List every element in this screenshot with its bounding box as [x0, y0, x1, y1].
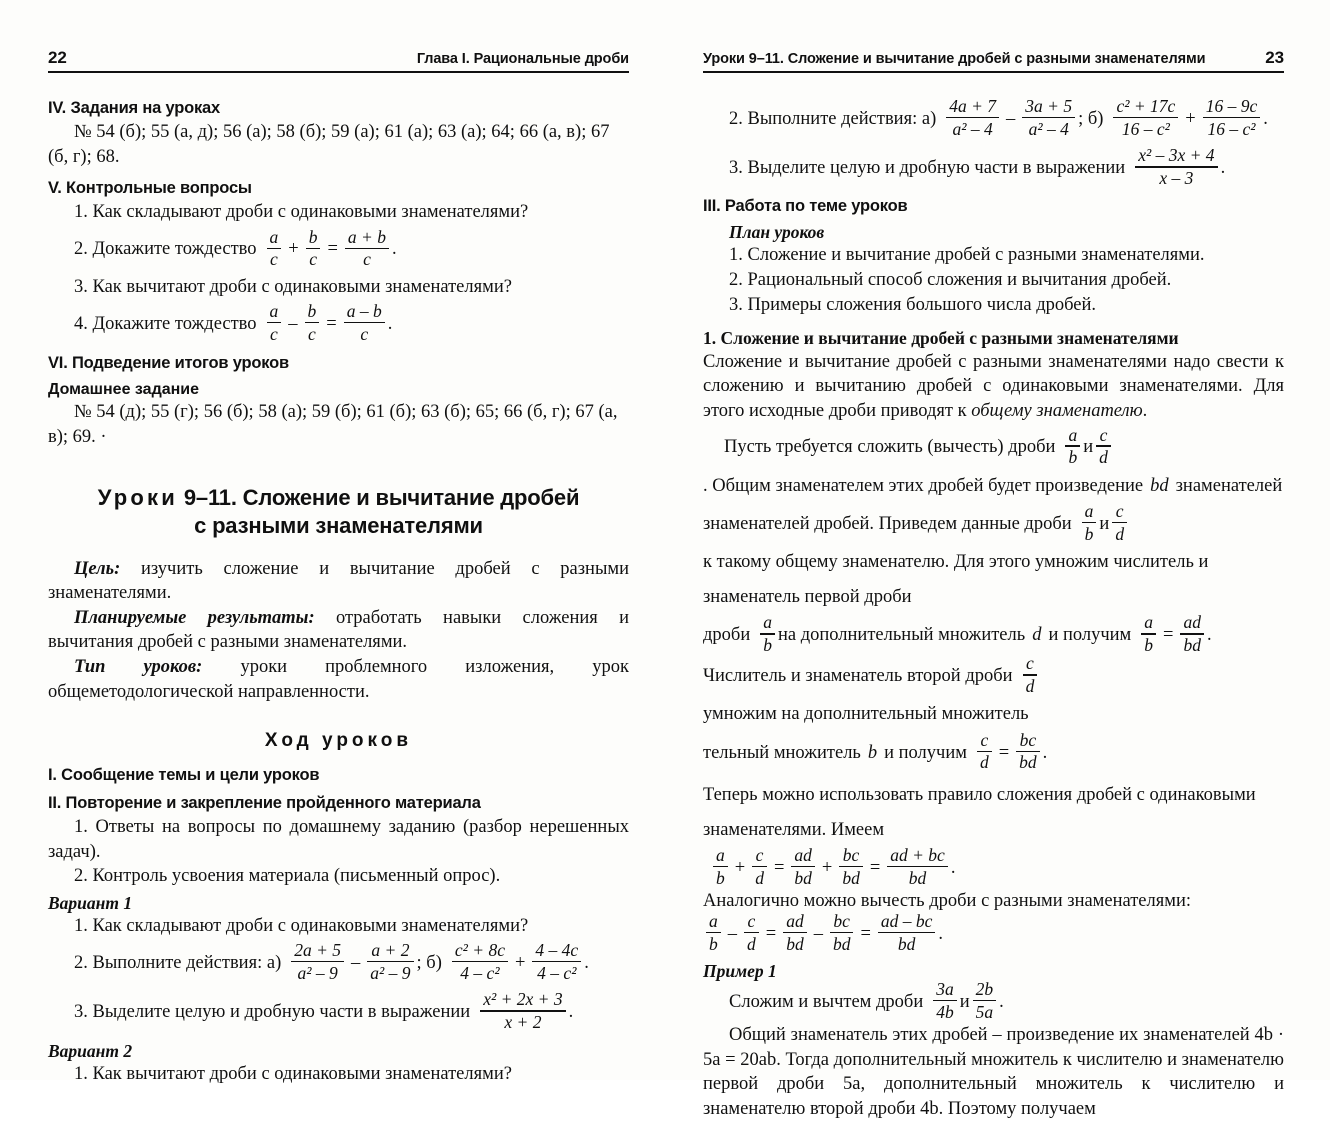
page-right [665, 0, 1330, 1119]
fraction-a-over-b: $\frac{a}{b}$ [1082, 502, 1097, 543]
common-denominator-text: . Общим знаменателем этих дробей будет произведение [703, 475, 1144, 496]
equals-operator: = [326, 313, 337, 334]
paragraph-lesson-type [48, 655, 629, 704]
second-fraction-text: Числитель и знаменатель второй дроби [703, 666, 1013, 687]
page-left [0, 0, 665, 1085]
control-question-3: 3. Как вычитают дроби с одинаковыми знаменателями? [74, 276, 512, 297]
paragraph-addition-rule [703, 778, 1284, 889]
running-title-left: Глава I. Рациональные дроби [416, 51, 629, 67]
fraction-bar [744, 932, 759, 933]
fraction-b-over-c: $\frac{b}{c}$ [306, 228, 321, 269]
multiplier-b-text: тельный множитель [703, 742, 861, 763]
fraction-a-over-b: $\frac{a}{b}$ [1065, 426, 1080, 467]
obtain-text: и получим [884, 742, 967, 763]
denominators-word: знаменателей [1175, 475, 1283, 496]
variant2-question-3 [703, 145, 1284, 189]
fraction-bar [706, 932, 721, 933]
page-number-left: 22 [48, 48, 67, 67]
control-question-4 [48, 300, 629, 345]
type-text: уроки проблемного изложения, урок общеметодологической направленности. [48, 656, 630, 702]
equals-operator: = [869, 857, 881, 878]
equation-c-over-d-equals-bc-over-bd [974, 729, 1048, 774]
equation-subtraction-different-denominators [703, 910, 1284, 955]
identity-addition-formula [264, 226, 397, 270]
fraction-a-over-c: $\frac{a}{c}$ [267, 228, 282, 269]
goal-label: Цель: [74, 558, 121, 579]
minus-operator: – [813, 923, 823, 944]
period: . [387, 313, 393, 334]
plan-item: 3. Примеры сложения большого числа дробей. [729, 294, 1097, 315]
conjunction-and: и [1099, 513, 1110, 534]
fraction-ad-over-bd: $\frac{ad}{bd}$ [783, 912, 807, 953]
minus-operator: – [727, 923, 737, 944]
lesson-title-line-1: 9–11. Сложение и вычитание дробей [183, 485, 580, 511]
fraction-bc-over-bd: $\frac{bc}{bd}$ [1016, 731, 1040, 772]
heading-section-vi: VI. Подведение итогов уроков [48, 353, 289, 372]
fraction-a-minus-b-over-c: $\frac{a - b}{c}$ [344, 302, 385, 343]
question-4-label: 4. Докажите тождество [74, 313, 257, 334]
period: . [1220, 158, 1226, 179]
fraction-a-over-b: $\frac{a}{b}$ [706, 912, 721, 953]
plan-item: 1. Сложение и вычитание дробей с разными знаменателями. [729, 245, 1205, 266]
fraction-c-over-d: $\frac{c}{d}$ [1112, 502, 1127, 543]
paragraph-planned-results [48, 606, 629, 655]
fraction-bc-over-bd: $\frac{bc}{bd}$ [830, 912, 854, 953]
fraction-c-over-d: $\frac{c}{d}$ [1023, 654, 1038, 695]
plus-operator: + [514, 953, 526, 974]
variant2-q2-separator: ; б) [1078, 109, 1104, 129]
question-2-label: 2. Докажите тождество [74, 239, 257, 260]
paragraph-subtraction-intro: Аналогично можно вычесть дроби с разными знаменателями: [703, 891, 1192, 912]
paragraph-let-fractions [703, 424, 1284, 503]
fraction-c-over-d: $\frac{c}{d}$ [977, 731, 992, 772]
fraction-bar [344, 322, 385, 323]
paragraph-second-fraction-result [703, 729, 1284, 774]
running-title-right: Уроки 9–11. Сложение и вычитание дробей с разными знаменателями [703, 51, 1206, 67]
fraction-bar [305, 322, 320, 323]
equals-operator: = [1163, 625, 1174, 646]
equals-operator: = [765, 923, 777, 944]
fraction-2b-over-5a: $\frac{2b}{5a}$ [973, 980, 997, 1021]
lesson-title-line-2: с разными знаменателями [194, 513, 483, 539]
variant2-q2-label: 2. Выполните действия: а) [729, 109, 937, 129]
variant1-q2-label: 2. Выполните действия: а) [74, 953, 282, 974]
second-fraction-text-continued: умножим на дополнительный множитель [703, 704, 1029, 725]
fraction-3a-plus-5-over-a2-minus-4: $\frac{3a + 5}{\text{a² – 4}}$ [1022, 97, 1075, 138]
fraction-ad-over-bd: $\frac{ad}{bd}$ [791, 846, 815, 887]
paragraph-intro [703, 350, 1284, 424]
period: . [391, 239, 397, 260]
fraction-x2-plus-2x-plus-3-over-x-plus-2: $\frac{\text{x² + 2x + 3}}{x + 2}$ [480, 990, 565, 1031]
exercises-list-classwork: № 54 (б); 55 (а, д); 56 (а); 58 (б); 59 (а); 61 (а); 63 (а); 64; 66 (а, в); 67 (б, г); 68. [48, 122, 610, 168]
paragraph-reduce-fractions [703, 500, 1284, 615]
page-number-right: 23 [1265, 48, 1284, 67]
running-head-right [703, 48, 1284, 73]
fraction-2a-plus-5-over-a2-minus-9: $\frac{2a + 5}{\text{a² – 9}}$ [291, 941, 344, 982]
variable-bd: bd [1150, 475, 1169, 496]
fraction-c2-plus-8c-over-4-minus-c2: $\frac{\text{c² + 8c}}{\text{4 – c²}}$ [452, 941, 508, 982]
plus-operator: + [821, 857, 833, 878]
reduce-text: знаменателей дробей. Приведем данные дроби [703, 513, 1072, 534]
paragraph-second-fraction [703, 653, 1284, 732]
fraction-bar [267, 322, 282, 323]
fraction-a-over-b: $\frac{a}{b}$ [1141, 613, 1156, 654]
equals-operator: = [860, 923, 871, 944]
paragraph-intro-text: Сложение и вычитание дробей с разными знаменателями надо свести к сложению и вычитанию дробей с одинаковыми знаменателями. Для этого исходные дроби приводят к [703, 351, 1284, 421]
term-common-denominator: общему знаменателю [971, 400, 1143, 421]
heading-section-v: V. Контрольные вопросы [48, 179, 252, 198]
fraction-4a-plus-7-over-a2-minus-4: $\frac{4a + 7}{\text{a² – 4}}$ [946, 97, 999, 138]
fraction-c-over-d: $\frac{c}{d}$ [752, 846, 767, 887]
variant1-question-3 [48, 989, 629, 1033]
heading-section-iii: III. Работа по теме уроков [703, 197, 908, 216]
multiplier-text: на дополнительный множитель [777, 625, 1026, 646]
paragraph-first-fraction-multiplier [703, 612, 1284, 656]
fraction-a-over-c: $\frac{a}{c}$ [267, 302, 282, 343]
period: . [999, 991, 1004, 1012]
heading-variant-1: Вариант 1 [48, 892, 133, 913]
fraction-b-over-c: $\frac{b}{c}$ [305, 302, 320, 343]
fraction-a-over-b: $\frac{a}{b}$ [760, 613, 775, 654]
fraction-4-minus-4c-over-4-minus-c2: $\frac{4 - 4c}{\text{4 – c²}}$ [532, 941, 581, 982]
period: . [938, 923, 944, 944]
variant1-question-2 [48, 940, 629, 984]
period: . [950, 857, 956, 878]
period: . [584, 953, 589, 974]
results-text: отработать навыки сложения и вычитания дробей с разными знаменателями. [48, 607, 629, 653]
variant1-q2-expression-b [449, 940, 589, 984]
obtain-text: и получим [1048, 625, 1132, 646]
reduce-text-continued: к такому общему знаменателю. Для этого умножим числитель и знаменатель первой дроби [703, 551, 1209, 607]
period: . [1263, 109, 1268, 129]
fraction-ad-over-bd: $\frac{ad}{bd}$ [1180, 613, 1204, 654]
example-1-statement [703, 978, 1284, 1023]
lesson-title-prefix: Уроки [97, 485, 178, 511]
period: . [1206, 625, 1212, 646]
review-item-1: 1. Ответы на вопросы по домашнему заданию (разбор нерешенных задач). [48, 817, 629, 862]
heading-homework: Домашнее задание [48, 380, 200, 398]
conjunction-and: и [959, 991, 970, 1012]
variable-d: d [1032, 625, 1042, 646]
control-question-2 [48, 226, 629, 270]
fraction-c2-plus-17c-over-16-minus-c2: $\frac{\text{c² + 17c}}{\text{16 – c²}}$ [1113, 97, 1178, 138]
fraction-bar [830, 932, 854, 933]
fraction-bar [878, 932, 936, 933]
equals-operator: = [327, 239, 338, 260]
subtraction-formula [703, 910, 944, 955]
equation-addition-different-denominators [710, 845, 956, 889]
example-text: Сложим и вычтем дроби [729, 991, 924, 1012]
identity-subtraction-formula [264, 300, 393, 345]
minus-operator: – [351, 953, 361, 974]
goal-text: изучить сложение и вычитание дробей с разными знаменателями. [48, 558, 629, 604]
fraction-ad-minus-bc-over-bd: $\frac{ad - bc}{bd}$ [878, 912, 936, 953]
lesson-title-block [48, 484, 629, 540]
fraction-3a-over-4b: $\frac{3a}{4b}$ [933, 980, 957, 1021]
plus-operator: + [734, 857, 746, 878]
type-label: Тип уроков: [74, 656, 203, 677]
minus-operator: – [288, 313, 298, 334]
plus-operator: + [288, 239, 299, 260]
let-fractions-text: Пусть требуется сложить (вычесть) дроби [724, 437, 1056, 458]
fraction-word: дроби [703, 625, 751, 646]
fraction-c-over-d: $\frac{c}{d}$ [744, 912, 759, 953]
plus-operator: + [1185, 109, 1196, 129]
heading-subsection-1: 1. Сложение и вычитание дробей с разными знаменателями [703, 327, 1179, 348]
variable-b: b [867, 742, 878, 763]
control-question-1: 1. Как складывают дроби с одинаковыми знаменателями? [74, 202, 529, 223]
fraction-a-over-b: $\frac{a}{b}$ [713, 846, 728, 887]
period: . [1142, 400, 1148, 421]
variant1-q2-expression-a [288, 940, 416, 984]
variant2-question-2 [703, 96, 1284, 140]
equals-operator: = [998, 742, 1010, 763]
heading-section-ii: II. Повторение и закрепление пройденного материала [48, 794, 481, 813]
equals-operator: = [773, 857, 785, 878]
minus-operator: – [1006, 109, 1016, 129]
fraction-16-minus-9c-over-16-minus-c2: $\frac{16 - 9c}{\text{16 – c²}}$ [1203, 97, 1261, 138]
running-head-left [48, 48, 629, 73]
period: . [1042, 742, 1048, 763]
variant1-q2-separator: ; б) [416, 953, 442, 974]
plan-item: 2. Рациональный способ сложения и вычитания дробей. [729, 270, 1172, 291]
variant2-q2-expression-a [943, 96, 1078, 140]
fraction-bar [1082, 522, 1097, 523]
heading-example-1: Пример 1 [703, 960, 777, 981]
review-item-2: 2. Контроль усвоения материала (письменный опрос). [74, 866, 501, 887]
fraction-bar [783, 932, 807, 933]
heading-course-of-lessons: Ход уроков [264, 730, 413, 752]
variant2-question-1: 1. Как вычитают дроби с одинаковыми знаменателями? [74, 1064, 512, 1085]
conjunction-and: и [1083, 437, 1094, 458]
paragraph-example-solution: Общий знаменатель этих дробей – произведение их знаменателей 4b · 5a = 20ab. Тогда дополнительный множитель к числителю и знаменателю первой дроби 5a, дополнительный множитель к числителю и знаменателю второй дроби 4b. Поэтому получаем [703, 1024, 1284, 1119]
fraction-a-plus-b-over-c: $\frac{a + b}{c}$ [345, 228, 389, 269]
variant1-question-1: 1. Как складывают дроби с одинаковыми знаменателями? [74, 915, 529, 936]
heading-variant-2: Вариант 2 [48, 1041, 133, 1062]
variant1-q3-label: 3. Выделите целую и дробную части в выражении [74, 1002, 471, 1023]
exercises-list-homework: № 54 (д); 55 (г); 56 (б); 58 (а); 59 (б); 61 (б); 63 (б); 65; 66 (б, г); 67 (а, в); 69. · [48, 401, 618, 448]
paragraph-goal [48, 557, 629, 606]
heading-section-iv: IV. Задания на уроках [48, 99, 220, 117]
variant2-q3-label: 3. Выделите целую и дробную части в выражении [729, 158, 1126, 179]
addition-rule-text: Теперь можно использовать правило сложения дробей с одинаковыми знаменателями. Имеем [703, 784, 1256, 840]
heading-section-i: I. Сообщение темы и цели уроков [48, 766, 320, 785]
fraction-bar [1112, 522, 1127, 523]
heading-lesson-plan: План уроков [729, 222, 825, 243]
fraction-ad-plus-bc-over-bd: $\frac{ad + bc}{bd}$ [887, 846, 948, 887]
period: . [568, 1002, 574, 1023]
fraction-a-plus-2-over-a2-minus-9: $\frac{a + 2}{\text{a² – 9}}$ [367, 941, 413, 982]
equation-a-over-b-equals-ad-over-bd [1138, 612, 1212, 656]
fraction-bc-over-bd: $\frac{bc}{bd}$ [839, 846, 863, 887]
variant2-q2-expression-b [1110, 96, 1268, 140]
fraction-x2-minus-3x-plus-4-over-x-minus-3: $\frac{\text{x² – 3x + 4}}{x - 3}$ [1135, 146, 1217, 187]
results-label: Планируемые результаты: [74, 607, 315, 628]
fraction-c-over-d: $\frac{c}{d}$ [1096, 426, 1111, 467]
